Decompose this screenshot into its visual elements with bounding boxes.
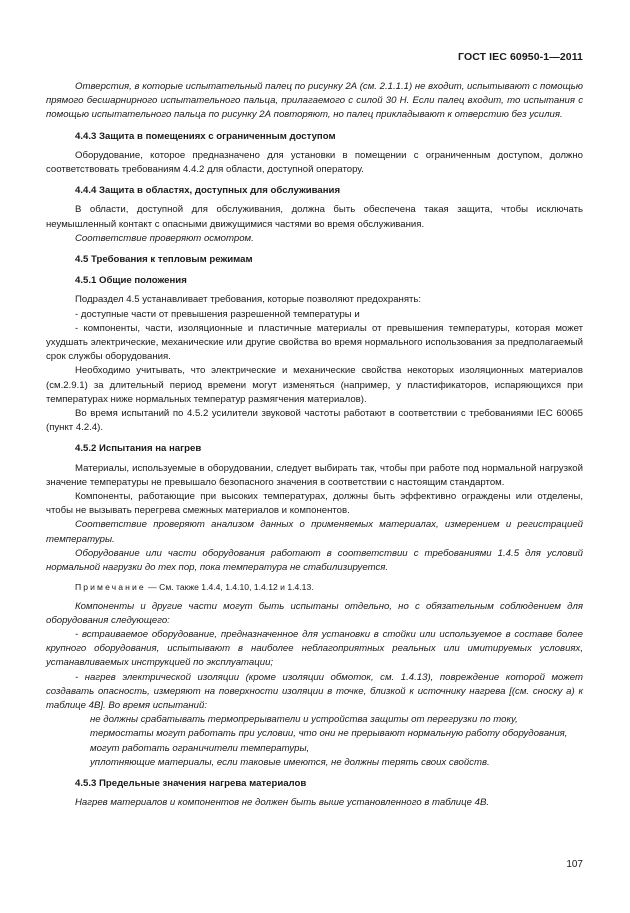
document-header: ГОСТ IEC 60950-1—2011 — [458, 51, 583, 63]
paragraph-audio-amplifiers: Во время испытаний по 4.5.2 усилители звуковой частоты работают в соответствии с требованиями IEC 60065 (пункт 4.2.4). — [46, 408, 583, 434]
page-number: 107 — [566, 859, 583, 870]
paragraph-equipment-operation: Оборудование или части оборудования работают в соответствии с требованиями 1.4.5 для условий нормальной нагрузки до тех пор, пока температура не стабилизируется. — [46, 547, 583, 574]
note-text: — См. также 1.4.4, 1.4.10, 1.4.12 и 1.4.13. — [145, 582, 314, 593]
note-label: Примечание — [75, 582, 146, 593]
paragraph-materials: Материалы, используемые в оборудовании, следует выбирать так, чтобы при работе под нормальной нагрузкой значение температуры не превышало безопасного значения в соответствии с настоящим стандартом. — [46, 462, 583, 488]
paragraph-hot-components: Компоненты, работающие при высоких температурах, должны быть эффективно ограждены или отделены, чтобы не вызывать перегрева смежных материалов и компонентов. — [46, 491, 583, 517]
paragraph-heating-limits: Нагрев материалов и компонентов не должен быть выше установленного в таблице 4В. — [75, 797, 490, 809]
heading-4-5-3: 4.5.3 Предельные значения нагрева материалов — [75, 777, 307, 789]
paragraph-compliance-analysis: Соответствие проверяют анализом данных о применяемых материалах, измерением и регистрацией температуры. — [46, 519, 583, 545]
paragraph-separate-testing: Компоненты и другие части могут быть испытаны отдельно, но с обязательным соблюдением для оборудования следующего: — [46, 600, 583, 626]
paragraph-openings-test: Отверстия, в которые испытательный палец по рисунку 2А (см. 2.1.1.1) не входит, испытывают с помощью прямого бесшарнирного испытательного пальца, прилагаемого с силой 30 Н. Если палец входит, то испытания с помощью испытательного пальца по рисунку 2А повторяют, но палец прикладывают к отверстию без усилия. — [46, 81, 583, 121]
list-item-built-in-equipment: - встраиваемое оборудование, предназначенное для установки в стойки или используемое в составе более крупного оборудования, испытывают в наиболее неблагоприятных реальных или имитируемых условиях, устанавливаемых инструкцией по эксплуатации; — [46, 628, 583, 669]
heading-4-4-4: 4.4.4 Защита в областях, доступных для обслуживания — [75, 185, 341, 197]
heading-4-4-3: 4.4.3 Защита в помещениях с ограниченным доступом — [75, 130, 336, 142]
page-content — [46, 80, 583, 810]
paragraph-service-area: В области, доступной для обслуживания, должна быть обеспечена такая защита, чтобы исключать неумышленный контакт с опасными движущимися частями во время обслуживания. — [46, 204, 583, 230]
heading-4-5-2: 4.5.2 Испытания на нагрев — [75, 443, 202, 455]
thermostats-text: термостаты могут работать при условии, что они не прерывают нормальную работу оборудования, — [90, 728, 568, 740]
heading-4-5-1: 4.5.1 Общие положения — [75, 275, 187, 287]
note — [46, 580, 583, 594]
paragraph-restricted-access: Оборудование, которое предназначено для установки в помещении с ограниченным доступом, должно соответствовать требованиям 4.4.2 для области, доступной оператору. — [46, 149, 583, 176]
paragraph-subsection-intro: Подраздел 4.5 устанавливает требования, которые позволяют предохранять: — [75, 294, 422, 306]
list-item-thermal-cutouts: не должны срабатывать термопрерыватели и устройства защиты от перегрузки по току, — [90, 714, 518, 726]
list-item-components: - компоненты, части, изоляционные и пластичные материалы от превышения температуры, которая может ухудшать электрические, механические или другие свойства во время нормального использования за предполагаемый срок службы оборудования. — [46, 322, 583, 363]
heading-4-5: 4.5 Требования к тепловым режимам — [75, 254, 253, 266]
list-item-insulation-heating: - нагрев электрической изоляции (кроме изоляции обмоток, см. 1.4.13), повреждение которой может создавать опасность, измеряют на поверхности изоляции в точке, близкой к источнику нагрева [(см. сноску а) к таблице 4В]. Во время испытаний: — [46, 671, 583, 711]
paragraph-insulation-properties: Необходимо учитывать, что электрические и механические свойства некоторых изоляционных материалов (см.2.9.1) за длительный период времени могут изменяться (например, у пластификаторов, испаряющихся при температурах ниже нормальных температур размягчения материалов). — [46, 365, 583, 405]
list-item-sealing-materials: уплотняющие материалы, если таковые имеются, не должны терять своих свойств. — [90, 756, 490, 768]
list-item-thermostats — [46, 727, 583, 741]
paragraph-compliance-inspection: Соответствие проверяют осмотром. — [75, 232, 254, 244]
list-item-accessible-parts: - доступные части от превышения разрешенной температуры и — [75, 308, 360, 320]
list-item-temperature-limiters: могут работать ограничители температуры, — [90, 742, 310, 754]
